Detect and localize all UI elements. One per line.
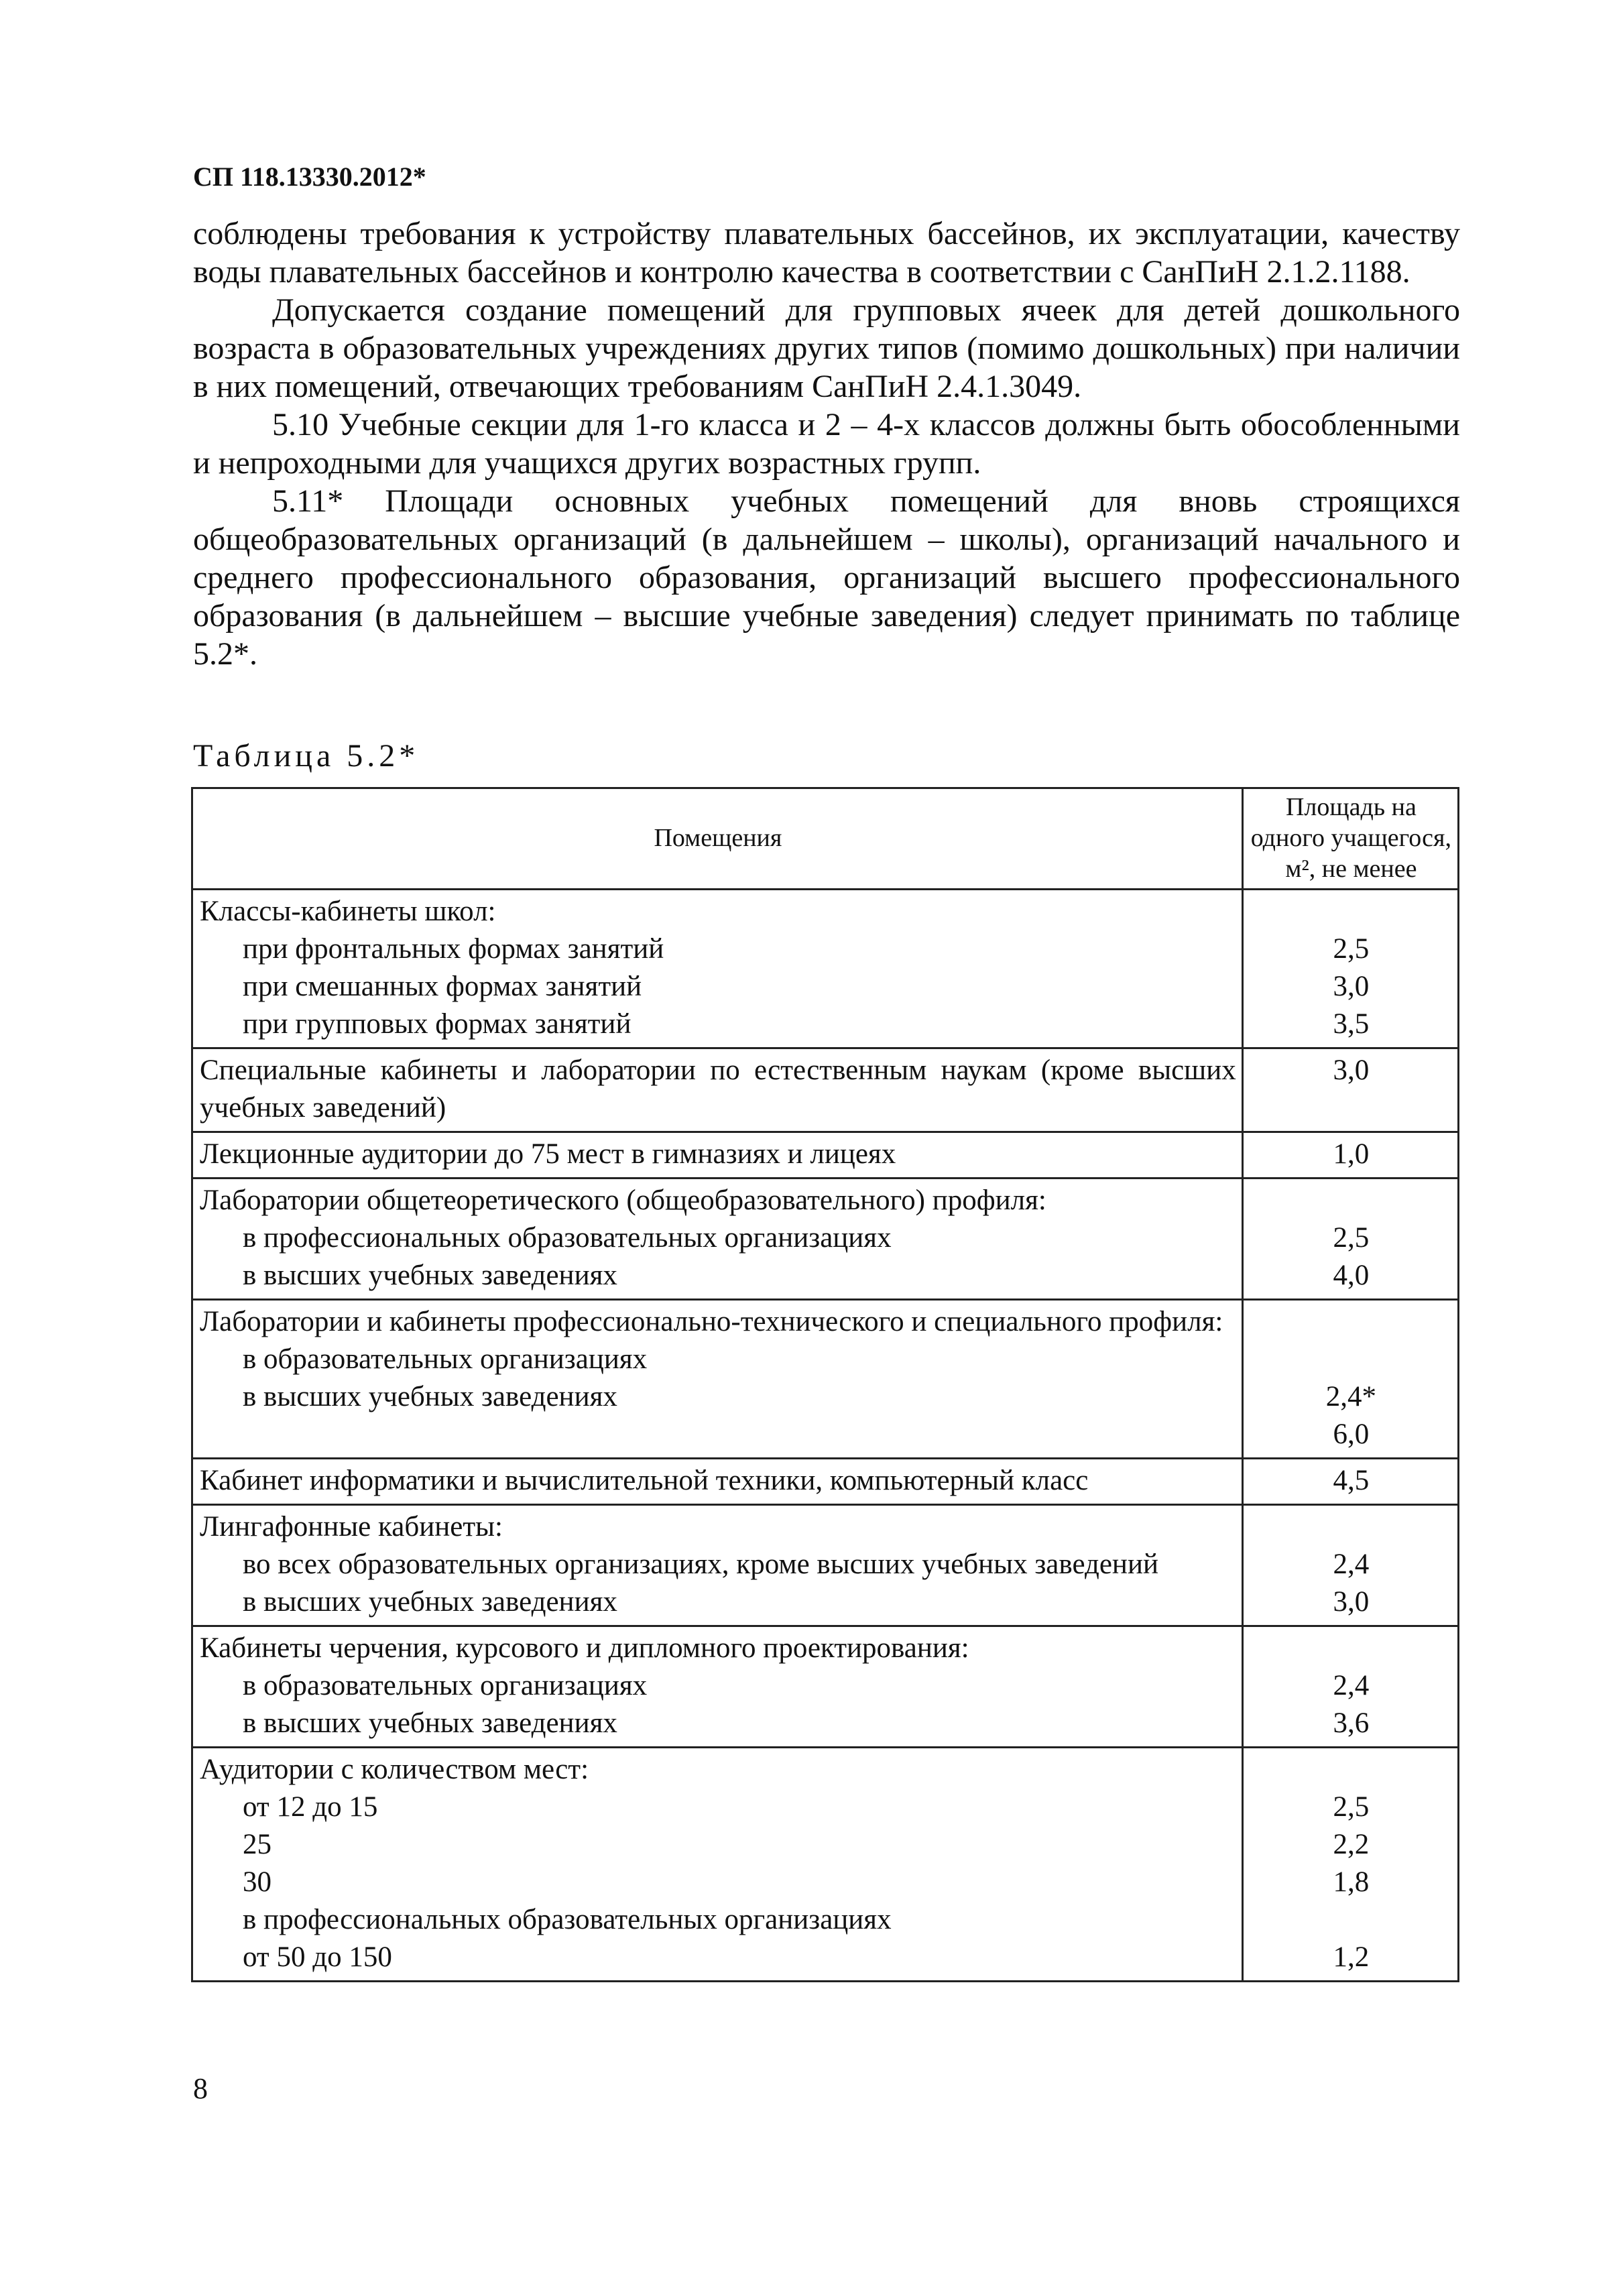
item-label: во всех образовательных организациях, кроме высших учебных заведений bbox=[243, 1549, 1158, 1580]
item-value: 4,0 bbox=[1333, 1260, 1370, 1291]
table-row bbox=[192, 1505, 1459, 1626]
item-value: 2,4 bbox=[1333, 1670, 1370, 1701]
item-value: 1,0 bbox=[1333, 1138, 1370, 1170]
row-value-cell bbox=[1242, 1459, 1458, 1505]
table-row bbox=[192, 1300, 1459, 1459]
item-value: 2,4 bbox=[1333, 1549, 1370, 1580]
header-rooms: Помещения bbox=[192, 788, 1243, 890]
item-label: при смешанных формах занятий bbox=[243, 971, 642, 1002]
item-value: 6,0 bbox=[1333, 1418, 1370, 1450]
area-norms-table bbox=[191, 787, 1459, 1982]
row-label-cell bbox=[192, 1626, 1243, 1748]
table-header-row bbox=[192, 788, 1459, 890]
group-title: Аудитории с количеством мест: bbox=[200, 1754, 589, 1785]
item-value: 4,5 bbox=[1333, 1465, 1370, 1496]
group-title: Классы-кабинеты школ: bbox=[200, 896, 496, 927]
item-label: в высших учебных заведениях bbox=[243, 1260, 617, 1291]
item-value: 2,5 bbox=[1333, 933, 1370, 965]
item-label: при групповых формах занятий bbox=[243, 1008, 632, 1040]
paragraph-continuation: соблюдены требования к устройству плавательных бассейнов, их эксплуатации, качеству воды плавательных бассейнов и контролю качества в соответствии с СанПиН 2.1.2.1188. bbox=[193, 216, 1460, 290]
item-value: 1,2 bbox=[1333, 1941, 1370, 1973]
group-title: Кабинеты черчения, курсового и дипломного проектирования: bbox=[200, 1632, 969, 1664]
table-row bbox=[192, 1626, 1459, 1748]
item-label: в высших учебных заведениях bbox=[243, 1586, 617, 1618]
header-area-per-student: Площадь на одного учащегося, м², не менее bbox=[1242, 788, 1458, 890]
row-value-cell bbox=[1242, 890, 1458, 1048]
row-label-cell bbox=[192, 1505, 1243, 1626]
item-value: 2,4* bbox=[1325, 1381, 1377, 1412]
item-label: в профессиональных образовательных организациях bbox=[243, 1904, 892, 1935]
paragraph-5-10: 5.10 Учебные секции для 1-го класса и 2 – 4-х классов должны быть обособленными и непроходными для учащихся других возрастных групп. bbox=[193, 407, 1460, 481]
item-label: 30 bbox=[243, 1866, 272, 1898]
row-value-cell bbox=[1242, 1748, 1458, 1982]
row-label-cell bbox=[192, 1179, 1243, 1300]
item-value: 2,5 bbox=[1333, 1791, 1370, 1823]
item-value: 3,0 bbox=[1333, 971, 1370, 1002]
group-title: Специальные кабинеты и лаборатории по естественным наукам (кроме высших учебных заведений) bbox=[200, 1054, 1236, 1124]
item-label: в высших учебных заведениях bbox=[243, 1707, 617, 1739]
item-value: 3,6 bbox=[1333, 1707, 1370, 1739]
paragraph-5-11: 5.11* Площади основных учебных помещений для вновь строящихся общеобразовательных организаций (в дальнейшем – школы), организаций начального и среднего профессионального образования, организаций высшего профессионального образования (в дальнейшем – высшие учебные заведения) следует принимать по таблице 5.2*. bbox=[193, 483, 1460, 672]
table-row bbox=[192, 1132, 1459, 1179]
item-label: в образовательных организациях bbox=[243, 1670, 648, 1701]
body-text bbox=[193, 215, 1460, 673]
row-label-cell bbox=[192, 1132, 1243, 1179]
item-label: от 12 до 15 bbox=[243, 1791, 378, 1823]
page-number: 8 bbox=[193, 2072, 208, 2105]
item-value: 3,0 bbox=[1333, 1054, 1370, 1086]
document-code-header: СП 118.13330.2012* bbox=[193, 162, 426, 192]
row-value-cell bbox=[1242, 1505, 1458, 1626]
group-title: Лекционные аудитории до 75 мест в гимназиях и лицеях bbox=[200, 1138, 896, 1170]
item-label: в образовательных организациях bbox=[243, 1343, 648, 1375]
row-value-cell bbox=[1242, 1132, 1458, 1179]
item-label: в профессиональных образовательных организациях bbox=[243, 1222, 892, 1254]
item-value: 3,0 bbox=[1333, 1586, 1370, 1618]
paragraph-preschool-groups: Допускается создание помещений для групповых ячеек для детей дошкольного возраста в образовательных учреждениях других типов (помимо дошкольных) при наличии в них помещений, отвечающих требованиям СанПиН 2.4.1.3049. bbox=[193, 292, 1460, 404]
table-row bbox=[192, 1748, 1459, 1982]
item-label: от 50 до 150 bbox=[243, 1941, 392, 1973]
table-caption: Таблица 5.2* bbox=[193, 738, 420, 774]
row-value-cell bbox=[1242, 1300, 1458, 1459]
table-row bbox=[192, 1179, 1459, 1300]
item-value: 2,5 bbox=[1333, 1222, 1370, 1254]
row-label-cell bbox=[192, 890, 1243, 1048]
item-value: 1,8 bbox=[1333, 1866, 1370, 1898]
group-title: Лаборатории общетеоретического (общеобразовательного) профиля: bbox=[200, 1185, 1046, 1216]
table-row bbox=[192, 890, 1459, 1048]
row-value-cell bbox=[1242, 1179, 1458, 1300]
table-row bbox=[192, 1048, 1459, 1132]
row-label-cell bbox=[192, 1748, 1243, 1982]
table-row bbox=[192, 1459, 1459, 1505]
row-value-cell bbox=[1242, 1048, 1458, 1132]
item-value: 3,5 bbox=[1333, 1008, 1370, 1040]
item-value: 2,2 bbox=[1333, 1829, 1370, 1860]
item-label: 25 bbox=[243, 1829, 272, 1860]
row-label-cell bbox=[192, 1048, 1243, 1132]
item-label: при фронтальных формах занятий bbox=[243, 933, 664, 965]
row-value-cell bbox=[1242, 1626, 1458, 1748]
group-title: Лаборатории и кабинеты профессионально-технического и специального профиля: bbox=[200, 1306, 1223, 1337]
item-label: в высших учебных заведениях bbox=[243, 1381, 617, 1412]
group-title: Кабинет информатики и вычислительной техники, компьютерный класс bbox=[200, 1465, 1089, 1496]
row-label-cell bbox=[192, 1459, 1243, 1505]
row-label-cell bbox=[192, 1300, 1243, 1459]
group-title: Лингафонные кабинеты: bbox=[200, 1511, 503, 1543]
